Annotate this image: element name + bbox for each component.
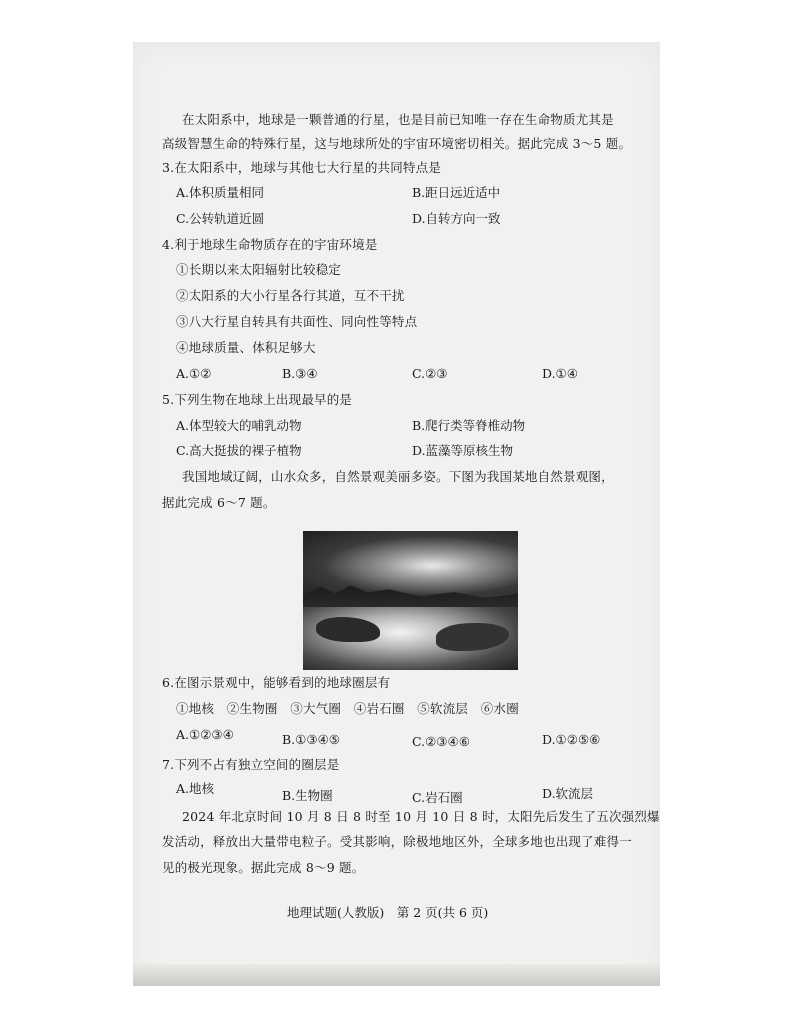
question-3-option-b: B.距日远近适中 <box>412 185 501 200</box>
question-7-option-c: C.岩石圈 <box>412 790 463 805</box>
question-5-option-d: D.蓝藻等原核生物 <box>412 443 514 458</box>
question-3-option-c: C.公转轨道近圆 <box>176 211 265 226</box>
question-7-option-a: A.地核 <box>176 781 215 796</box>
question-6-option-d: D.①②⑤⑥ <box>542 732 601 747</box>
passage-1-line-2: 高级智慧生命的特殊行星，这与地球所处的宇宙环境密切相关。据此完成 3～5 题。 <box>162 136 632 151</box>
question-5-option-c: C.高大挺拔的裸子植物 <box>176 443 302 458</box>
question-4-option-d: D.①④ <box>542 366 578 381</box>
question-4-option-a: A.①② <box>176 366 212 381</box>
passage-3-line-2: 发活动，释放出大量带电粒子。受其影响，除极地地区外，全球多地也出现了难得一 <box>162 834 632 849</box>
question-4-stem: 4.利于地球生命物质存在的宇宙环境是 <box>162 237 378 252</box>
passage-2-line-1: 我国地域辽阔，山水众多，自然景观美丽多姿。下图为我国某地自然景观图， <box>182 469 614 484</box>
passage-2-line-2: 据此完成 6～7 题。 <box>162 495 276 510</box>
passage-1-line-1: 在太阳系中，地球是一颗普通的行星，也是目前已知唯一存在生命物质尤其是 <box>182 112 614 127</box>
question-5-option-b: B.爬行类等脊椎动物 <box>412 418 526 433</box>
question-4-option-c: C.②③ <box>412 366 448 381</box>
question-7-option-d: D.软流层 <box>542 786 594 801</box>
question-3-stem: 3.在太阳系中，地球与其他七大行星的共同特点是 <box>162 160 442 175</box>
question-3-option-d: D.自转方向一致 <box>412 211 501 226</box>
question-6-stem: 6.在图示景观中，能够看到的地球圈层有 <box>162 675 391 690</box>
question-7-option-b: B.生物圈 <box>282 788 333 803</box>
passage-3-line-1: 2024 年北京时间 10 月 8 日 8 时至 10 月 10 日 8 时，太阳先后发生了五次强烈爆 <box>182 809 660 824</box>
passage-3-line-3: 见的极光现象。据此完成 8～9 题。 <box>162 860 365 875</box>
question-4-item-3: ③八大行星自转具有共面性、同向性等特点 <box>176 314 418 329</box>
question-6-items: ①地核 ②生物圈 ③大气圈 ④岩石圈 ⑤软流层 ⑥水圈 <box>176 701 519 716</box>
question-3-option-a: A.体积质量相同 <box>176 185 265 200</box>
question-6-option-a: A.①②③④ <box>176 727 234 742</box>
question-7-stem: 7.下列不占有独立空间的圈层是 <box>162 757 340 772</box>
scan-bottom-shadow <box>133 964 660 986</box>
landscape-photo <box>303 531 518 670</box>
question-4-option-b: B.③④ <box>282 366 318 381</box>
question-6-option-c: C.②③④⑥ <box>412 734 470 749</box>
question-4-item-4: ④地球质量、体积足够大 <box>176 340 316 355</box>
question-5-stem: 5.下列生物在地球上出现最早的是 <box>162 392 353 407</box>
question-4-item-2: ②太阳系的大小行星各行其道，互不干扰 <box>176 288 405 303</box>
question-4-item-1: ①长期以来太阳辐射比较稳定 <box>176 262 342 277</box>
question-5-option-a: A.体型较大的哺乳动物 <box>176 418 302 433</box>
question-6-option-b: B.①③④⑤ <box>282 732 340 747</box>
page-footer: 地理试题(人教版) 第 2 页(共 6 页) <box>287 905 489 920</box>
